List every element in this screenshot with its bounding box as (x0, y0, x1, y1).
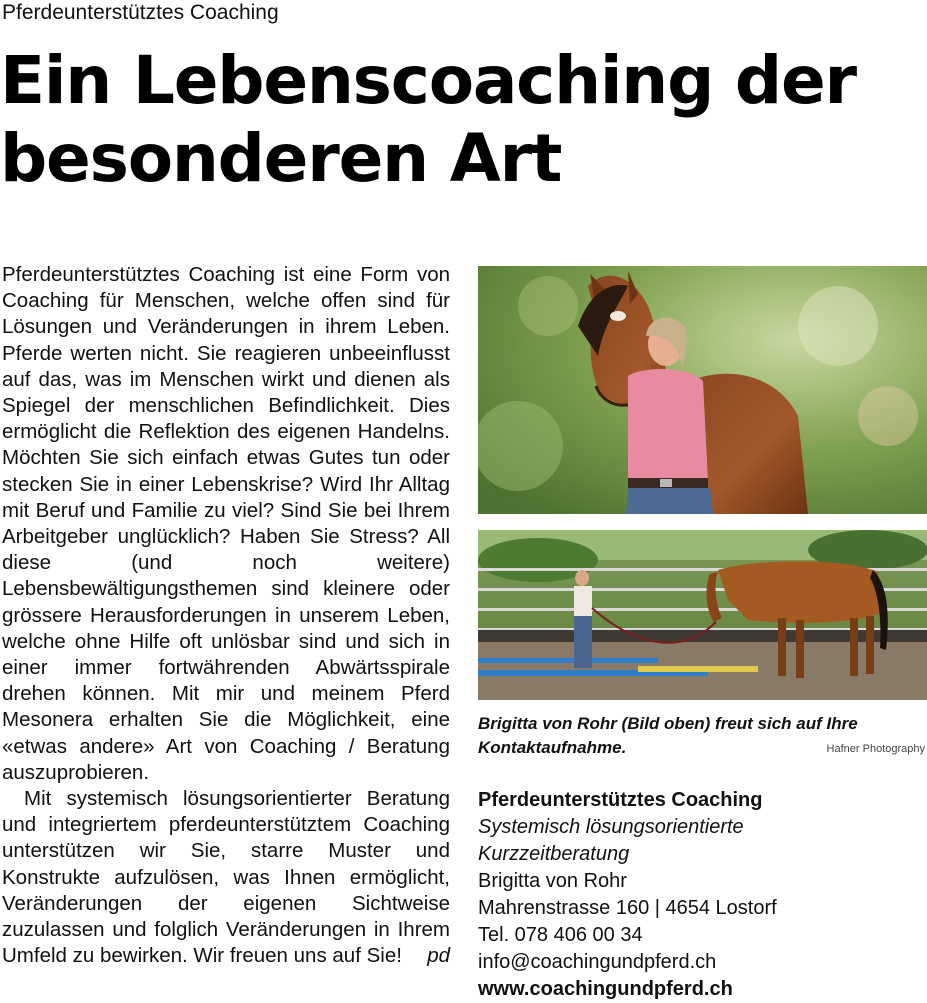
contact-email[interactable]: info@coachingundpferd.ch (478, 951, 717, 973)
photo-horse-groundwork (478, 530, 927, 700)
contact-box (478, 787, 927, 1003)
author-signature: pd (427, 944, 450, 968)
paragraph-1: Pferdeunterstütztes Coaching ist eine Form von Coaching für Menschen, welche offen sind für Lösungen und Veränderungen in ihrem Leben. Pferde werten nicht. Sie reagieren unbeeinflusst auf das, was im Menschen wirkt und dienen als Spiegel der menschlichen Befindlichkeit. Dies ermöglicht die Reflektion des eigenen Handelns. Möchten Sie sich einfach etwas Gutes tun oder stecken Sie in einer Lebenskrise? Wird Ihr Alltag mit Beruf und Familie zu viel? Sind Sie bei Ihrem Arbeitgeber unglücklich? Haben Sie Stress? All diese (und noch weitere) Lebensbewältigungsthemen sind kleinere oder grössere Herausforderungen in unserem Leben, welche ohne Hilfe oft unlösbar sind und sich in einer immer fortwährenden Abwärtsspirale drehen können. Mit mir und meinem Pferd Mesonera erhalten Sie die Möglichkeit, eine «etwas andere» Art von Coaching / Beratung auszuprobieren. (2, 263, 450, 784)
article-body (2, 262, 450, 969)
photo-caption: Brigitta von Rohr (Bild oben) freut sich auf Ihre Kontaktaufnahme. (478, 714, 858, 757)
contact-subtitle-line-1: Systemisch lösungsorientierte (478, 816, 744, 838)
contact-phone: Tel. 078 406 00 34 (478, 924, 643, 946)
photo-credit: Hafner Photography (826, 743, 925, 755)
headline-line-2: besonderen Art (0, 120, 562, 197)
paragraph-2-text: Mit systemisch lösungsorientierter Beratung und integriertem pferdeunterstütztem Coaching unterstützen wir Sie, starre Muster und Konstrukte aufzulösen, was Ihnen ermöglicht, Veränderungen der eigenen Sichtweise zuzulassen und folglich Veränderungen in Ihrem Umfeld zu bewirken. Wir freuen uns auf Sie! (2, 787, 450, 968)
contact-address: Mahrenstrasse 160 | 4654 Lostorf (478, 897, 777, 919)
contact-name: Pferdeunterstütztes Coaching (478, 789, 763, 811)
contact-website[interactable]: www.coachingundpferd.ch (478, 978, 733, 1000)
contact-person: Brigitta von Rohr (478, 870, 627, 892)
photo-woman-with-horse (478, 266, 927, 514)
paragraph-2 (2, 786, 450, 969)
article-headline (0, 42, 925, 198)
article-kicker: Pferdeunterstütztes Coaching (2, 1, 279, 24)
headline-line-1: Ein Lebenscoaching der (0, 42, 856, 119)
contact-subtitle-line-2: Kurzzeitberatung (478, 843, 630, 865)
